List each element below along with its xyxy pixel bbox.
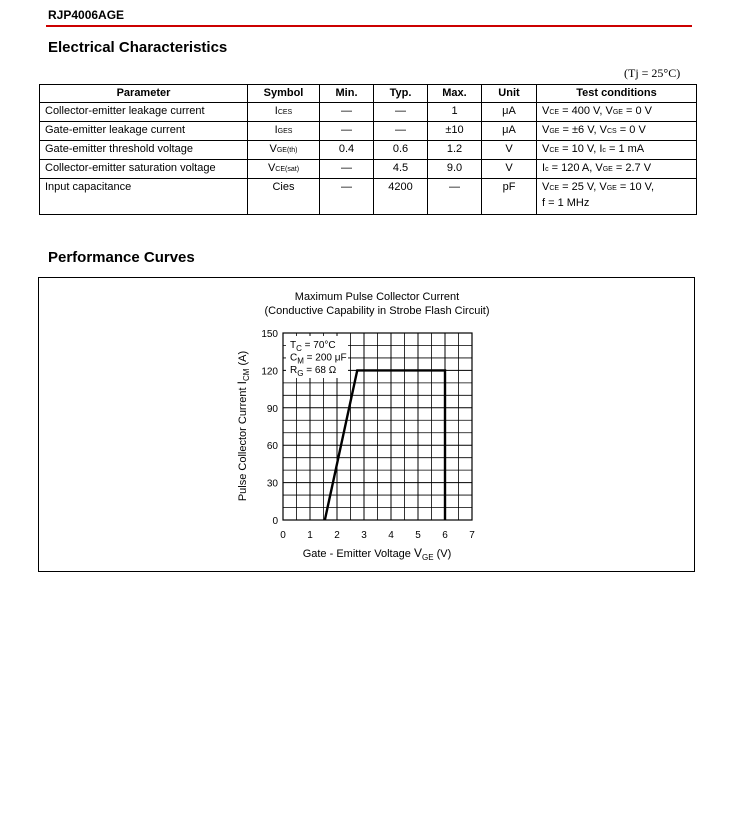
test-condition-cell bbox=[537, 179, 697, 215]
symbol-subscript: CS bbox=[607, 128, 617, 135]
symbol-text: I bbox=[274, 124, 278, 136]
table-body bbox=[40, 103, 697, 215]
unit-cell: V bbox=[482, 160, 537, 179]
annotation-symbol: R bbox=[290, 365, 298, 376]
symbol-subscript: CE bbox=[549, 147, 560, 154]
symbol-text: V bbox=[542, 124, 550, 136]
table-row bbox=[40, 160, 697, 179]
symbol-subscript: c bbox=[602, 147, 606, 154]
y-axis-label bbox=[235, 351, 251, 501]
symbol-text: I bbox=[274, 105, 278, 117]
condition-note: (Tj = 25°C) bbox=[624, 66, 681, 80]
parameter-cell: Gate-emitter leakage current bbox=[40, 122, 248, 141]
condition-text: = 25 V, bbox=[559, 181, 600, 193]
x-axis-label-text: Gate - Emitter Voltage bbox=[302, 548, 414, 560]
symbol-cell bbox=[248, 141, 320, 160]
symbol-cell bbox=[248, 179, 320, 215]
typ-cell: 4.5 bbox=[374, 160, 428, 179]
x-tick-label: 4 bbox=[388, 530, 394, 541]
max-cell: 9.0 bbox=[428, 160, 482, 179]
symbol-subscript: GE bbox=[612, 109, 623, 116]
symbol-subscript: CE(sat) bbox=[275, 166, 300, 173]
x-tick-label: 5 bbox=[415, 530, 421, 541]
symbol-text: I bbox=[599, 143, 603, 155]
x-axis-unit: (V) bbox=[433, 548, 452, 560]
annotation-subscript: M bbox=[297, 356, 304, 366]
symbol-subscript: GE bbox=[549, 128, 560, 135]
condition-text: = 0 V bbox=[622, 105, 652, 117]
symbol-subscript: CES bbox=[277, 109, 293, 116]
symbol-text: V bbox=[267, 162, 276, 174]
min-cell: 0.4 bbox=[320, 141, 374, 160]
test-condition-cell bbox=[537, 141, 697, 160]
typ-cell: — bbox=[374, 103, 428, 122]
symbol-text: V bbox=[599, 181, 607, 193]
col-header: Typ. bbox=[374, 85, 428, 103]
y-tick-label: 0 bbox=[272, 516, 278, 527]
condition-text: = 400 V, bbox=[559, 105, 606, 117]
x-tick-label: 2 bbox=[334, 530, 340, 541]
y-tick-label: 30 bbox=[266, 478, 278, 490]
x-tick-label: 1 bbox=[307, 530, 313, 541]
electrical-title: Electrical Characteristics bbox=[48, 39, 228, 56]
condition-line2: f = 1 MHz bbox=[542, 197, 590, 209]
symbol-cell bbox=[248, 160, 320, 179]
typ-cell: 4200 bbox=[374, 179, 428, 215]
col-header: Parameter bbox=[40, 85, 248, 103]
parameter-cell: Input capacitance bbox=[40, 179, 248, 215]
annotation-value: = 70°C bbox=[301, 340, 336, 351]
collector-current-chart bbox=[39, 278, 694, 571]
x-axis-label bbox=[303, 546, 452, 562]
performance-title: Performance Curves bbox=[48, 249, 195, 266]
x-tick-label: 7 bbox=[469, 530, 475, 541]
max-cell: — bbox=[428, 179, 482, 215]
parameter-cell: Gate-emitter threshold voltage bbox=[40, 141, 248, 160]
x-tick-label: 3 bbox=[361, 530, 367, 541]
symbol-subscript: CE bbox=[549, 109, 560, 116]
table-row bbox=[40, 141, 697, 160]
symbol-cell bbox=[248, 122, 320, 141]
annotation-value: = 68 Ω bbox=[303, 365, 337, 376]
y-axis-symbol: I bbox=[235, 381, 249, 385]
condition-text: = 1 mA bbox=[605, 143, 645, 155]
symbol-subscript: c bbox=[545, 166, 549, 173]
x-tick-label: 0 bbox=[280, 530, 286, 541]
y-axis-subscript: CM bbox=[242, 368, 251, 382]
y-axis-label-text: Pulse Collector Current bbox=[237, 384, 249, 502]
electrical-table bbox=[39, 84, 697, 215]
y-tick-label: 120 bbox=[261, 366, 278, 378]
min-cell: — bbox=[320, 160, 374, 179]
annotation-subscript: G bbox=[297, 369, 304, 378]
col-header: Min. bbox=[320, 85, 374, 103]
y-axis-unit: (A) bbox=[237, 350, 249, 369]
symbol-subscript: GE bbox=[606, 185, 617, 192]
unit-cell: V bbox=[482, 141, 537, 160]
symbol-cell bbox=[248, 103, 320, 122]
condition-text: = 2.7 V bbox=[612, 162, 652, 174]
typ-cell: — bbox=[374, 122, 428, 141]
y-tick-label: 150 bbox=[261, 329, 278, 340]
max-cell: 1 bbox=[428, 103, 482, 122]
unit-cell: pF bbox=[482, 179, 537, 215]
test-condition-cell bbox=[537, 160, 697, 179]
symbol-subscript: CE bbox=[549, 185, 560, 192]
symbol-text: V bbox=[542, 143, 550, 155]
symbol-subscript: GE(th) bbox=[276, 147, 298, 154]
symbol-text: I bbox=[542, 162, 546, 174]
chart-title: Maximum Pulse Collector Current bbox=[294, 291, 460, 303]
condition-text: = 10 V, bbox=[616, 181, 655, 193]
y-tick-label: 90 bbox=[266, 403, 278, 415]
unit-cell: μA bbox=[482, 122, 537, 141]
min-cell: — bbox=[320, 179, 374, 215]
symbol-subscript: GES bbox=[277, 128, 293, 135]
symbol-text: V bbox=[542, 105, 550, 117]
min-cell: — bbox=[320, 103, 374, 122]
parameter-cell: Collector-emitter leakage current bbox=[40, 103, 248, 122]
performance-curve-frame bbox=[38, 277, 695, 572]
symbol-text: V bbox=[599, 124, 607, 136]
part-number: RJP4006AGE bbox=[48, 8, 125, 22]
x-axis-subscript: GE bbox=[422, 553, 434, 562]
max-cell: ±10 bbox=[428, 122, 482, 141]
condition-text: = 0 V bbox=[616, 124, 646, 136]
table-header-row bbox=[40, 85, 697, 103]
symbol-text: V bbox=[269, 143, 277, 155]
symbol-text: Cies bbox=[272, 181, 295, 193]
table-row bbox=[40, 179, 697, 215]
condition-text: = 120 A, bbox=[548, 162, 596, 174]
table-row bbox=[40, 103, 697, 122]
min-cell: — bbox=[320, 122, 374, 141]
annotation-value: = 200 μF bbox=[303, 352, 347, 364]
col-header: Max. bbox=[428, 85, 482, 103]
parameter-cell: Collector-emitter saturation voltage bbox=[40, 160, 248, 179]
chart-subtitle: (Conductive Capability in Strobe Flash Circuit) bbox=[264, 305, 490, 317]
condition-text: = 10 V, bbox=[559, 143, 600, 155]
symbol-text: V bbox=[595, 162, 603, 174]
test-condition-cell bbox=[537, 103, 697, 122]
header-rule bbox=[46, 25, 692, 27]
annotation-subscript: C bbox=[296, 344, 302, 353]
col-header: Symbol bbox=[248, 85, 320, 103]
symbol-text: V bbox=[542, 181, 550, 193]
typ-cell: 0.6 bbox=[374, 141, 428, 160]
table-row bbox=[40, 122, 697, 141]
col-header: Test conditions bbox=[537, 85, 697, 103]
condition-text: = ±6 V, bbox=[559, 124, 600, 136]
annotation-symbol: C bbox=[290, 352, 298, 364]
col-header: Unit bbox=[482, 85, 537, 103]
y-tick-label: 60 bbox=[266, 441, 278, 453]
symbol-subscript: GE bbox=[602, 166, 613, 173]
annotation-symbol: T bbox=[290, 340, 297, 351]
x-tick-label: 6 bbox=[442, 530, 448, 541]
max-cell: 1.2 bbox=[428, 141, 482, 160]
x-axis-symbol: V bbox=[413, 546, 422, 560]
symbol-text: V bbox=[605, 105, 613, 117]
test-condition-cell bbox=[537, 122, 697, 141]
unit-cell: μA bbox=[482, 103, 537, 122]
